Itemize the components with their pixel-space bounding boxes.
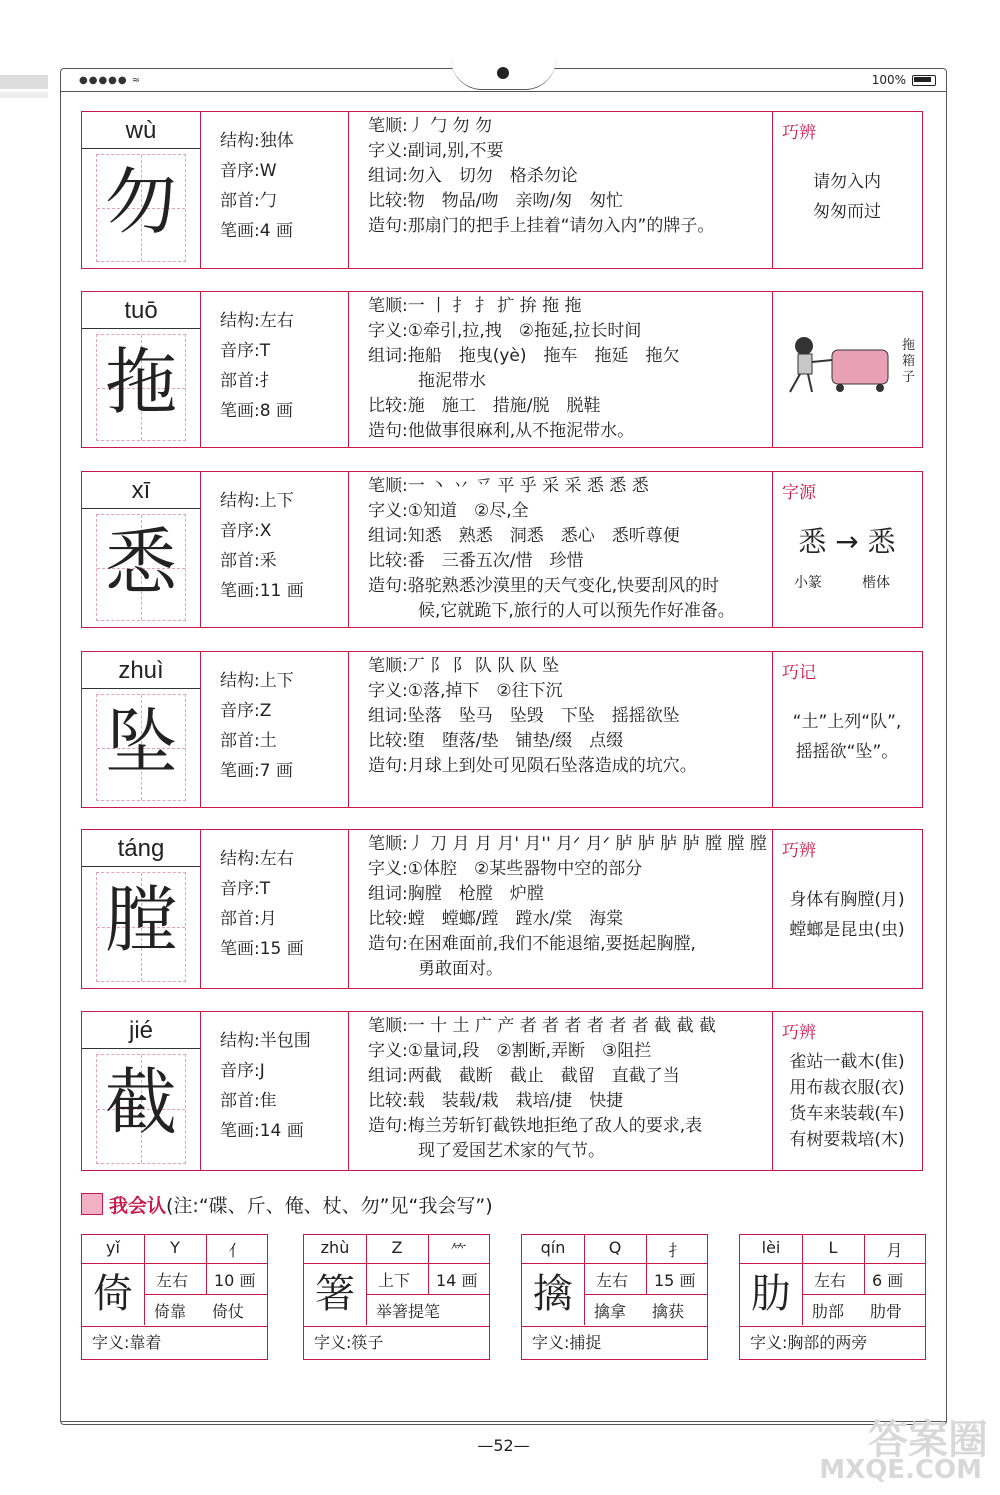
radical: 扌 bbox=[668, 1241, 685, 1260]
info-line: 部首:土 bbox=[220, 731, 277, 751]
side-tag: 巧辨 bbox=[782, 841, 816, 861]
detail-column bbox=[348, 830, 773, 988]
radical: 亻 bbox=[228, 1241, 245, 1260]
header-divider bbox=[61, 91, 946, 92]
seal-script-glyph: 悉 bbox=[798, 525, 827, 558]
flower-icon bbox=[81, 1193, 103, 1215]
boy-pulling-suitcase-illustration bbox=[782, 332, 892, 406]
big-character: 悉 bbox=[104, 520, 177, 604]
char-column bbox=[82, 112, 201, 268]
character: 倚 bbox=[82, 1263, 145, 1325]
battery-label: 100% bbox=[871, 73, 906, 87]
seal-label: 小篆 bbox=[794, 575, 822, 591]
side-tag: 字源 bbox=[782, 483, 816, 503]
char-card-3 bbox=[81, 651, 923, 808]
radical: 月 bbox=[886, 1241, 903, 1260]
character: 擒 bbox=[522, 1263, 585, 1325]
card-header bbox=[740, 1235, 925, 1264]
detail-line: 组词:拖船 拖曳(yè) 拖车 拖延 拖欠 bbox=[368, 346, 680, 366]
detail-line: 组词:两截 截断 截止 截留 直截了当 bbox=[368, 1066, 680, 1086]
info-column bbox=[200, 112, 349, 268]
info-line: 部首:隹 bbox=[220, 1091, 277, 1111]
card-header bbox=[304, 1235, 489, 1264]
detail-line: 组词:坠落 坠马 坠毁 下坠 摇摇欲坠 bbox=[368, 706, 680, 726]
char-card-4 bbox=[81, 829, 923, 989]
stroke-count: 15 画 bbox=[654, 1271, 696, 1290]
word-2: 倚仗 bbox=[212, 1302, 245, 1321]
detail-line: 组词:勿入 切勿 格杀勿论 bbox=[368, 166, 578, 186]
definition: 字义:捕捉 bbox=[522, 1326, 707, 1359]
margin-mark bbox=[0, 75, 48, 89]
big-character: 勿 bbox=[104, 160, 177, 244]
detail-column bbox=[348, 1012, 773, 1170]
section-title bbox=[81, 1191, 493, 1218]
side-line: 请勿入内 bbox=[813, 172, 881, 192]
side-line: 螳螂是昆虫(虫) bbox=[789, 920, 905, 940]
big-character: 截 bbox=[104, 1060, 177, 1144]
side-column bbox=[772, 112, 922, 268]
detail-line: 造句:他做事很麻利,从不拖泥带水。 bbox=[368, 421, 635, 441]
info-line: 音序:X bbox=[220, 521, 272, 541]
signal-icon: ●●●●● ≈ bbox=[79, 75, 142, 86]
detail-column bbox=[348, 472, 773, 627]
detail-line: 比较:施 施工 措施/脱 脱鞋 bbox=[368, 396, 601, 416]
section-heading: 我会认 bbox=[109, 1195, 167, 1217]
structure: 左右 bbox=[156, 1271, 189, 1290]
detail-line: 候,它就跪下,旅行的人可以预先作好准备。 bbox=[418, 601, 735, 621]
pinyin: zhù bbox=[320, 1238, 350, 1257]
detail-line: 笔顺:一 十 土 广 产 者 者 者 者 者 者 截 截 截 bbox=[368, 1016, 716, 1036]
structure-row bbox=[584, 1263, 707, 1295]
card-header bbox=[82, 1235, 267, 1264]
watermark-logo: 答案圈 bbox=[868, 1417, 988, 1463]
word-1: 肋部 bbox=[812, 1302, 845, 1321]
info-column bbox=[200, 292, 349, 447]
info-column bbox=[200, 830, 349, 988]
words-row bbox=[366, 1294, 489, 1325]
char-column bbox=[82, 830, 201, 988]
recognize-card-0 bbox=[81, 1234, 268, 1360]
section-note: (注:“碟、斤、俺、杖、勿”见“我会写”) bbox=[166, 1195, 493, 1217]
side-line: 雀站一截木(隹) bbox=[789, 1052, 905, 1072]
detail-column bbox=[348, 292, 773, 447]
words-row bbox=[584, 1294, 707, 1325]
side-line: “土”上列“队”, bbox=[792, 712, 902, 732]
detail-line: 笔顺:一 丶 丷 乊 平 乎 采 采 悉 悉 悉 bbox=[368, 476, 649, 496]
detail-line: 笔顺:丿 刀 月 月 月' 月'' 月ᐟ 月ᐟ 胪 胪 胪 胪 膛 膛 膛 bbox=[368, 834, 767, 854]
definition: 字义:筷子 bbox=[304, 1326, 489, 1359]
side-column bbox=[772, 1012, 922, 1170]
structure: 上下 bbox=[378, 1271, 411, 1290]
info-line: 结构:上下 bbox=[220, 671, 294, 691]
side-line: 摇摇欲“坠”。 bbox=[795, 742, 899, 762]
detail-line: 比较:堕 堕落/垫 铺垫/缀 点缀 bbox=[368, 731, 624, 751]
pinyin: wù bbox=[82, 114, 200, 149]
detail-line: 造句:骆驼熟悉沙漠里的天气变化,快要刮风的时 bbox=[368, 576, 720, 596]
info-line: 部首:釆 bbox=[220, 551, 277, 571]
margin-mark-2 bbox=[0, 92, 48, 98]
detail-line: 造句:在困难面前,我们不能退缩,要挺起胸膛, bbox=[368, 934, 696, 954]
words-row bbox=[144, 1294, 267, 1325]
stroke-count: 10 画 bbox=[214, 1271, 256, 1290]
structure-row bbox=[802, 1263, 925, 1295]
structure: 左右 bbox=[814, 1271, 847, 1290]
detail-line: 组词:胸膛 枪膛 炉膛 bbox=[368, 884, 544, 904]
pinyin: xī bbox=[82, 474, 200, 509]
info-line: 笔画:11 画 bbox=[220, 581, 304, 601]
evolution-diagram bbox=[772, 520, 922, 560]
char-column bbox=[82, 1012, 201, 1170]
word-2: 擒获 bbox=[652, 1302, 685, 1321]
info-line: 结构:左右 bbox=[220, 311, 294, 331]
info-column bbox=[200, 652, 349, 807]
pinyin: zhuì bbox=[82, 654, 200, 689]
info-line: 音序:J bbox=[220, 1061, 265, 1081]
index-letter: Y bbox=[170, 1238, 180, 1257]
stroke-count: 6 画 bbox=[872, 1271, 904, 1290]
arrow-icon: → bbox=[835, 525, 859, 558]
info-column bbox=[200, 472, 349, 627]
info-line: 部首:勹 bbox=[220, 191, 277, 211]
word-1: 倚靠 bbox=[154, 1302, 187, 1321]
info-line: 音序:T bbox=[220, 879, 271, 899]
side-line: 用布裁衣服(衣) bbox=[789, 1078, 905, 1098]
detail-line: 造句:梅兰芳斩钉截铁地拒绝了敌人的要求,表 bbox=[368, 1116, 703, 1136]
info-line: 笔画:4 画 bbox=[220, 221, 293, 241]
detail-line: 字义:①牵引,拉,拽 ②拖延,拉长时间 bbox=[368, 321, 642, 341]
watermark-url: MXQE.COM bbox=[819, 1455, 982, 1485]
regular-label: 楷体 bbox=[862, 575, 890, 591]
char-card-2 bbox=[81, 471, 923, 628]
info-line: 结构:上下 bbox=[220, 491, 294, 511]
recognize-card-1 bbox=[303, 1234, 490, 1360]
info-line: 笔画:8 画 bbox=[220, 401, 293, 421]
info-line: 音序:W bbox=[220, 161, 277, 181]
detail-line: 造句:月球上到处可见陨石坠落造成的坑穴。 bbox=[368, 756, 697, 776]
word-2: 肋骨 bbox=[870, 1302, 903, 1321]
detail-column bbox=[348, 112, 773, 268]
side-tag: 巧辨 bbox=[782, 123, 816, 143]
detail-line: 组词:知悉 熟悉 洞悉 悉心 悉听尊便 bbox=[368, 526, 680, 546]
character: 肋 bbox=[740, 1263, 803, 1325]
char-card-0 bbox=[81, 111, 923, 269]
info-line: 笔画:7 画 bbox=[220, 761, 293, 781]
pinyin: lèi bbox=[761, 1238, 781, 1257]
card-header bbox=[522, 1235, 707, 1264]
page-number: —52— bbox=[477, 1436, 530, 1455]
info-line: 结构:左右 bbox=[220, 849, 294, 869]
word-1: 举箸提笔 bbox=[376, 1302, 441, 1321]
side-column bbox=[772, 652, 922, 807]
side-line: 货车来装载(车) bbox=[789, 1104, 905, 1124]
status-bar bbox=[61, 69, 946, 91]
side-line: 匆匆而过 bbox=[813, 202, 881, 222]
detail-line: 比较:螳 螳螂/蹚 蹚水/棠 海棠 bbox=[368, 909, 624, 929]
detail-line: 字义:①体腔 ②某些器物中空的部分 bbox=[368, 859, 643, 879]
pinyin: táng bbox=[82, 832, 200, 867]
illustration-label: 拖箱子 bbox=[902, 338, 916, 385]
detail-line: 字义:①落,掉下 ②往下沉 bbox=[368, 681, 563, 701]
side-tag: 巧记 bbox=[782, 663, 816, 683]
detail-line: 笔顺:一 丨 扌 扌 扩 拚 拖 拖 bbox=[368, 296, 582, 316]
char-card-1 bbox=[81, 291, 923, 448]
info-line: 笔画:15 画 bbox=[220, 939, 304, 959]
char-column bbox=[82, 652, 201, 807]
definition: 字义:靠着 bbox=[82, 1326, 267, 1359]
big-character: 膛 bbox=[104, 878, 177, 962]
index-letter: Z bbox=[391, 1238, 403, 1257]
camera-icon bbox=[497, 67, 509, 79]
detail-line: 笔顺:丆 阝 阝 队 队 队 坠 bbox=[368, 656, 560, 676]
char-card-5 bbox=[81, 1011, 923, 1171]
detail-line: 造句:那扇门的把手上挂着“请勿入内”的牌子。 bbox=[368, 216, 715, 236]
detail-line: 字义:副词,别,不要 bbox=[368, 141, 504, 161]
char-column bbox=[82, 472, 201, 627]
detail-line: 拖泥带水 bbox=[418, 371, 486, 391]
structure: 左右 bbox=[596, 1271, 629, 1290]
pinyin: yǐ bbox=[106, 1238, 120, 1257]
info-line: 部首:扌 bbox=[220, 371, 277, 391]
detail-line: 现了爱国艺术家的气节。 bbox=[418, 1141, 605, 1161]
side-tag: 巧辨 bbox=[782, 1023, 816, 1043]
side-line: 有树要栽培(木) bbox=[789, 1130, 905, 1150]
side-column bbox=[772, 472, 922, 627]
index-letter: Q bbox=[608, 1238, 622, 1257]
radical: ⺮ bbox=[450, 1241, 467, 1260]
big-character: 坠 bbox=[104, 700, 177, 784]
footer-divider bbox=[61, 1421, 946, 1422]
detail-line: 比较:载 装载/栽 栽培/捷 快捷 bbox=[368, 1091, 624, 1111]
words-row bbox=[802, 1294, 925, 1325]
info-line: 结构:独体 bbox=[220, 131, 294, 151]
recognize-card-2 bbox=[521, 1234, 708, 1360]
info-line: 部首:月 bbox=[220, 909, 277, 929]
detail-line: 比较:物 物品/吻 亲吻/匆 匆忙 bbox=[368, 191, 624, 211]
pinyin: jié bbox=[82, 1014, 200, 1049]
detail-line: 勇敢面对。 bbox=[418, 959, 503, 979]
info-line: 笔画:14 画 bbox=[220, 1121, 304, 1141]
info-line: 音序:Z bbox=[220, 701, 272, 721]
side-column bbox=[772, 830, 922, 988]
recognize-card-3 bbox=[739, 1234, 926, 1360]
structure-row bbox=[366, 1263, 489, 1295]
detail-line: 笔顺:丿 勹 勿 勿 bbox=[368, 116, 492, 136]
stroke-count: 14 画 bbox=[436, 1271, 478, 1290]
index-letter: L bbox=[828, 1238, 838, 1257]
detail-column bbox=[348, 652, 773, 807]
info-column bbox=[200, 1012, 349, 1170]
character: 箸 bbox=[304, 1263, 367, 1325]
pinyin: qín bbox=[540, 1238, 566, 1257]
side-column bbox=[772, 292, 922, 447]
structure-row bbox=[144, 1263, 267, 1295]
detail-line: 字义:①量词,段 ②割断,弄断 ③阻拦 bbox=[368, 1041, 652, 1061]
pinyin: tuō bbox=[82, 294, 200, 329]
side-line: 身体有胸膛(月) bbox=[789, 890, 905, 910]
battery-icon bbox=[912, 75, 936, 86]
word-1: 擒拿 bbox=[594, 1302, 627, 1321]
definition: 字义:胸部的两旁 bbox=[740, 1326, 925, 1359]
info-line: 结构:半包围 bbox=[220, 1031, 311, 1051]
regular-script-glyph: 悉 bbox=[867, 525, 896, 558]
info-line: 音序:T bbox=[220, 341, 271, 361]
detail-line: 字义:①知道 ②尽,全 bbox=[368, 501, 529, 521]
char-column bbox=[82, 292, 201, 447]
detail-line: 比较:番 三番五次/惜 珍惜 bbox=[368, 551, 584, 571]
big-character: 拖 bbox=[104, 340, 177, 424]
